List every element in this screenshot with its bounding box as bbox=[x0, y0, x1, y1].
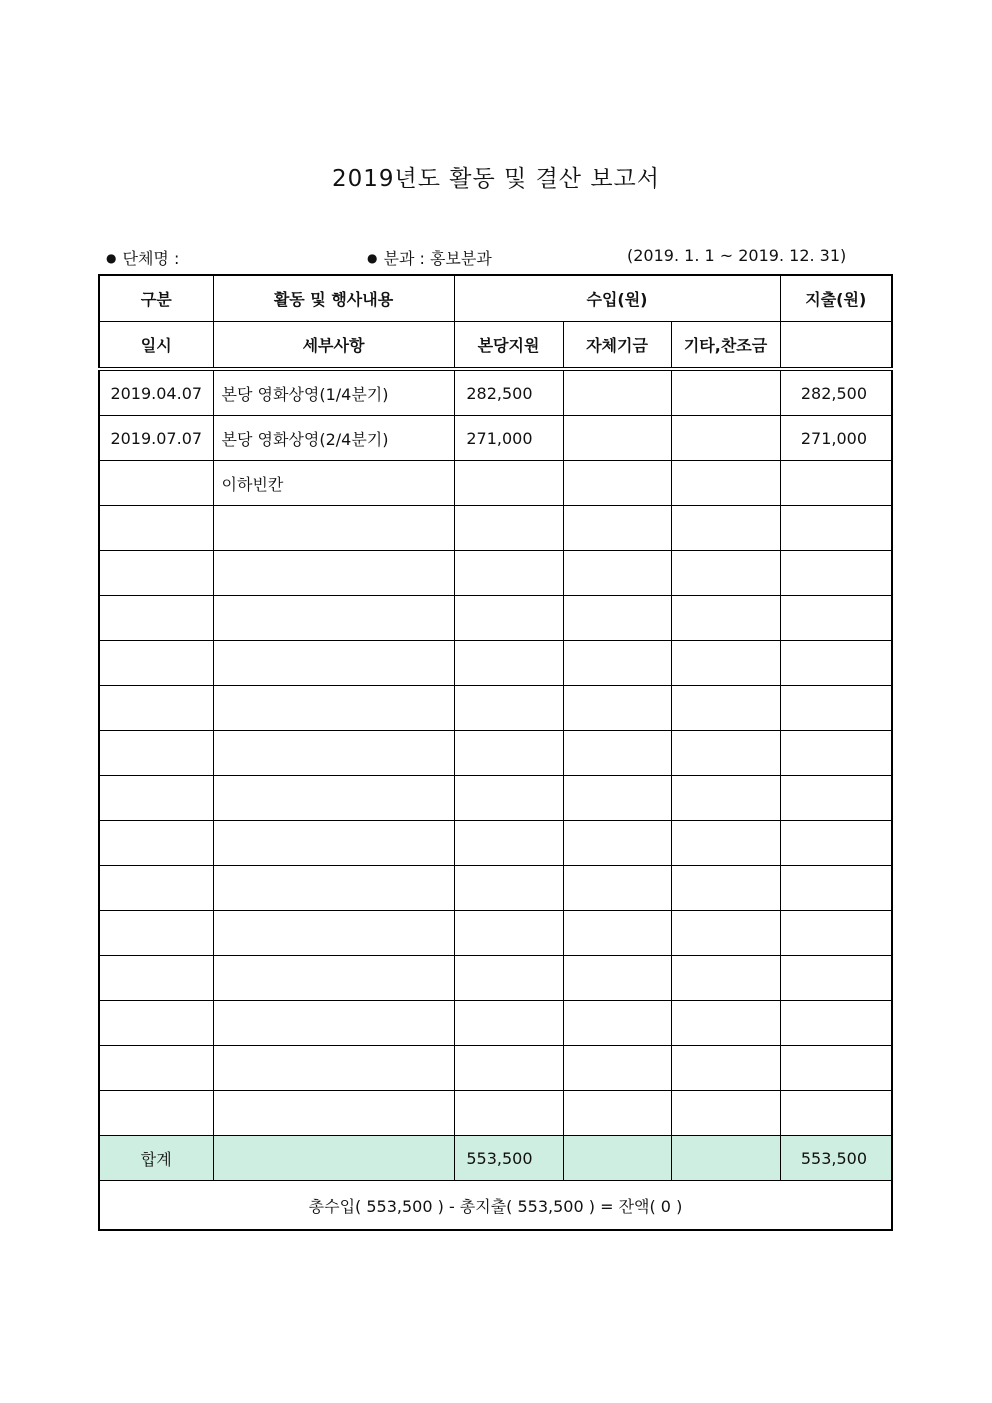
cell-other bbox=[671, 731, 780, 776]
cell-date bbox=[99, 821, 213, 866]
cell-other bbox=[671, 596, 780, 641]
header-own-fund: 자체기금 bbox=[563, 322, 671, 370]
table-row bbox=[99, 866, 892, 911]
cell-hq-support: 282,500 bbox=[454, 369, 563, 416]
table-row bbox=[99, 369, 892, 416]
cell-hq-support: 271,000 bbox=[454, 416, 563, 461]
cell-details bbox=[213, 1046, 454, 1091]
table-row bbox=[99, 1001, 892, 1046]
cell-expense bbox=[780, 1091, 892, 1136]
header-expense-sub bbox=[780, 322, 892, 370]
cell-other bbox=[671, 776, 780, 821]
org-name-field bbox=[106, 246, 179, 269]
cell-hq-support bbox=[454, 461, 563, 506]
header-expense: 지출(원) bbox=[780, 275, 892, 322]
header-details: 세부사항 bbox=[213, 322, 454, 370]
cell-date bbox=[99, 641, 213, 686]
cell-details: 본당 영화상영(2/4분기) bbox=[213, 416, 454, 461]
cell-details bbox=[213, 641, 454, 686]
cell-details bbox=[213, 551, 454, 596]
cell-hq-support bbox=[454, 686, 563, 731]
header-hq-support: 본당지원 bbox=[454, 322, 563, 370]
cell-details bbox=[213, 731, 454, 776]
department-field bbox=[367, 246, 492, 269]
cell-own-fund bbox=[563, 461, 671, 506]
cell-own-fund bbox=[563, 1046, 671, 1091]
cell-hq-support bbox=[454, 641, 563, 686]
cell-other bbox=[671, 461, 780, 506]
org-name-label: 단체명 : bbox=[122, 249, 180, 268]
cell-expense bbox=[780, 551, 892, 596]
cell-date bbox=[99, 686, 213, 731]
table-row bbox=[99, 776, 892, 821]
summary-row bbox=[99, 1181, 892, 1231]
cell-date bbox=[99, 551, 213, 596]
cell-details bbox=[213, 866, 454, 911]
cell-date bbox=[99, 506, 213, 551]
cell-hq-support bbox=[454, 776, 563, 821]
table-row bbox=[99, 506, 892, 551]
cell-own-fund bbox=[563, 596, 671, 641]
cell-own-fund bbox=[563, 956, 671, 1001]
cell-details bbox=[213, 956, 454, 1001]
header-other: 기타,찬조금 bbox=[671, 322, 780, 370]
cell-hq-support bbox=[454, 821, 563, 866]
cell-details bbox=[213, 776, 454, 821]
cell-date bbox=[99, 1001, 213, 1046]
cell-date: 2019.07.07 bbox=[99, 416, 213, 461]
cell-date bbox=[99, 866, 213, 911]
cell-own-fund bbox=[563, 641, 671, 686]
document-title: 2019년도 활동 및 결산 보고서 bbox=[332, 166, 660, 192]
table-row bbox=[99, 821, 892, 866]
cell-hq-support bbox=[454, 1046, 563, 1091]
total-row bbox=[99, 1136, 892, 1181]
settlement-table bbox=[98, 274, 893, 1231]
total-other bbox=[671, 1136, 780, 1181]
cell-date bbox=[99, 596, 213, 641]
cell-details bbox=[213, 596, 454, 641]
cell-date bbox=[99, 461, 213, 506]
cell-expense bbox=[780, 641, 892, 686]
cell-own-fund bbox=[563, 506, 671, 551]
cell-expense bbox=[780, 686, 892, 731]
table-row bbox=[99, 641, 892, 686]
cell-own-fund bbox=[563, 821, 671, 866]
cell-other bbox=[671, 506, 780, 551]
cell-expense bbox=[780, 506, 892, 551]
cell-details bbox=[213, 911, 454, 956]
cell-hq-support bbox=[454, 506, 563, 551]
cell-date bbox=[99, 776, 213, 821]
cell-own-fund bbox=[563, 369, 671, 416]
header-income: 수입(원) bbox=[454, 275, 780, 322]
table-row bbox=[99, 551, 892, 596]
table-row bbox=[99, 596, 892, 641]
cell-other bbox=[671, 416, 780, 461]
cell-expense bbox=[780, 596, 892, 641]
cell-hq-support bbox=[454, 1091, 563, 1136]
cell-hq-support bbox=[454, 596, 563, 641]
cell-details bbox=[213, 686, 454, 731]
department-value: 홍보분과 bbox=[429, 249, 492, 268]
cell-own-fund bbox=[563, 731, 671, 776]
cell-date: 2019.04.07 bbox=[99, 369, 213, 416]
cell-expense bbox=[780, 821, 892, 866]
bullet-icon: ● bbox=[106, 251, 117, 265]
cell-other bbox=[671, 956, 780, 1001]
cell-other bbox=[671, 1001, 780, 1046]
cell-expense bbox=[780, 956, 892, 1001]
report-period: (2019. 1. 1 ~ 2019. 12. 31) bbox=[627, 246, 847, 265]
cell-date bbox=[99, 731, 213, 776]
cell-own-fund bbox=[563, 551, 671, 596]
total-own-fund bbox=[563, 1136, 671, 1181]
cell-hq-support bbox=[454, 911, 563, 956]
table-row bbox=[99, 1091, 892, 1136]
cell-other bbox=[671, 821, 780, 866]
header-category: 구분 bbox=[99, 275, 213, 322]
table-row bbox=[99, 956, 892, 1001]
header-row-1 bbox=[99, 275, 892, 322]
total-hq-support: 553,500 bbox=[454, 1136, 563, 1181]
total-label: 합계 bbox=[99, 1136, 213, 1181]
cell-own-fund bbox=[563, 866, 671, 911]
table-row bbox=[99, 416, 892, 461]
cell-date bbox=[99, 956, 213, 1001]
table-row bbox=[99, 1046, 892, 1091]
cell-date bbox=[99, 1046, 213, 1091]
cell-other bbox=[671, 551, 780, 596]
cell-other bbox=[671, 686, 780, 731]
cell-own-fund bbox=[563, 911, 671, 956]
department-label: 분과 : bbox=[383, 249, 425, 268]
total-details bbox=[213, 1136, 454, 1181]
cell-expense bbox=[780, 866, 892, 911]
cell-expense bbox=[780, 1001, 892, 1046]
cell-hq-support bbox=[454, 551, 563, 596]
table-row bbox=[99, 731, 892, 776]
cell-details: 본당 영화상영(1/4분기) bbox=[213, 369, 454, 416]
cell-expense bbox=[780, 731, 892, 776]
cell-date bbox=[99, 911, 213, 956]
header-date: 일시 bbox=[99, 322, 213, 370]
cell-hq-support bbox=[454, 866, 563, 911]
cell-other bbox=[671, 911, 780, 956]
cell-expense: 271,000 bbox=[780, 416, 892, 461]
balance-summary: 총수입( 553,500 ) - 총지출( 553,500 ) = 잔액( 0 ) bbox=[99, 1181, 892, 1231]
header-row-2 bbox=[99, 322, 892, 370]
cell-details bbox=[213, 506, 454, 551]
table-row bbox=[99, 461, 892, 506]
cell-date bbox=[99, 1091, 213, 1136]
cell-own-fund bbox=[563, 776, 671, 821]
cell-expense: 282,500 bbox=[780, 369, 892, 416]
cell-own-fund bbox=[563, 686, 671, 731]
bullet-icon: ● bbox=[367, 251, 378, 265]
cell-details bbox=[213, 821, 454, 866]
cell-other bbox=[671, 866, 780, 911]
table-row bbox=[99, 911, 892, 956]
cell-hq-support bbox=[454, 1001, 563, 1046]
cell-other bbox=[671, 369, 780, 416]
cell-other bbox=[671, 641, 780, 686]
cell-own-fund bbox=[563, 416, 671, 461]
header-activity: 활동 및 행사내용 bbox=[213, 275, 454, 322]
cell-expense bbox=[780, 911, 892, 956]
total-expense: 553,500 bbox=[780, 1136, 892, 1181]
cell-expense bbox=[780, 1046, 892, 1091]
cell-hq-support bbox=[454, 956, 563, 1001]
cell-other bbox=[671, 1091, 780, 1136]
table-row bbox=[99, 686, 892, 731]
cell-own-fund bbox=[563, 1001, 671, 1046]
cell-details bbox=[213, 1001, 454, 1046]
cell-details bbox=[213, 1091, 454, 1136]
cell-hq-support bbox=[454, 731, 563, 776]
cell-expense bbox=[780, 461, 892, 506]
cell-expense bbox=[780, 776, 892, 821]
cell-other bbox=[671, 1046, 780, 1091]
cell-details: 이하빈칸 bbox=[213, 461, 454, 506]
cell-own-fund bbox=[563, 1091, 671, 1136]
